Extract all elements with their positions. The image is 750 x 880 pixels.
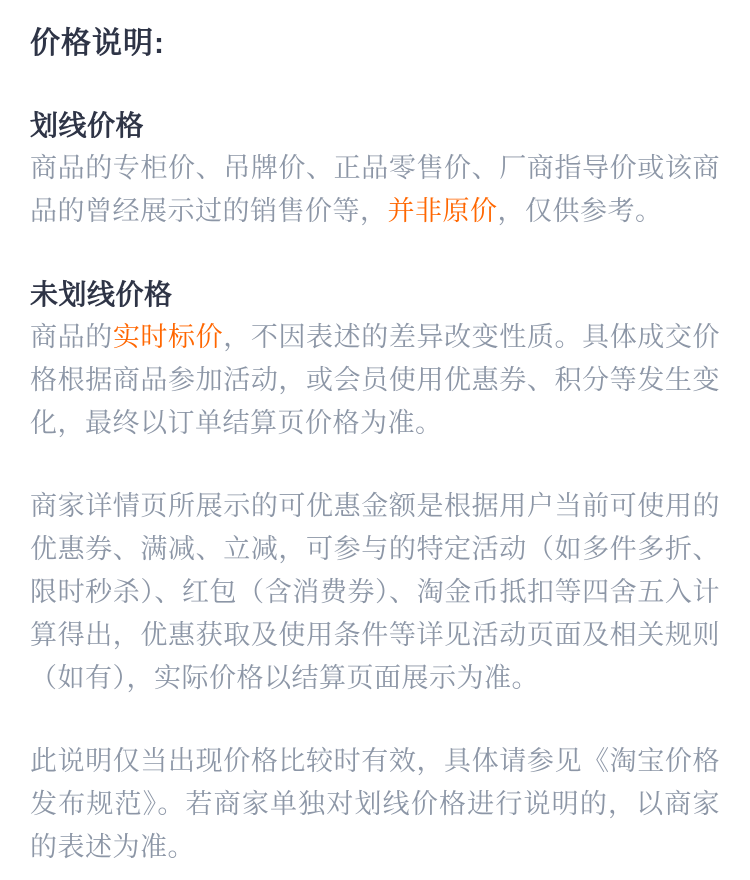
text-segment: 商品的 xyxy=(30,322,113,352)
paragraph-strikethrough-price xyxy=(30,147,720,233)
paragraph-discount-calculation: 商家详情页所展示的可优惠金额是根据用户当前可使用的优惠券、满减、立减，可参与的特定活动（如多件多折、限时秒杀）、红包（含消费券）、淘金币抵扣等四舍五入计算得出，优惠获取及使用条件等详见活动页面及相关规则（如有），实际价格以结算页面展示为准。 xyxy=(30,491,720,693)
highlight-not-original-price: 并非原价 xyxy=(387,196,498,226)
section-strikethrough-price xyxy=(30,104,720,233)
section-heading-unstrikethrough-price: 未划线价格 xyxy=(30,279,173,310)
paragraph-unstrikethrough-price xyxy=(30,316,720,445)
highlight-realtime-price: 实时标价 xyxy=(112,322,224,352)
page-title: 价格说明: xyxy=(30,27,165,60)
text-segment: ，仅供参考。 xyxy=(497,196,663,226)
section-heading-strikethrough-price: 划线价格 xyxy=(30,110,145,141)
text-segment: 商品的专柜价、吊牌价、正品零售价、厂商指导价或该商品的曾经展示过的销售价等， xyxy=(30,153,720,226)
text-segment: ，不因表述的差异改变性质。具体成交价格根据商品参加活动，或会员使用优惠券、积分等发生变化，最终以订单结算页价格为准。 xyxy=(30,322,721,438)
section-unstrikethrough-price xyxy=(30,273,720,445)
paragraph-validity-note: 此说明仅当出现价格比较时有效，具体请参见《淘宝价格发布规范》。若商家单独对划线价格进行说明的，以商家的表述为准。 xyxy=(30,746,720,862)
